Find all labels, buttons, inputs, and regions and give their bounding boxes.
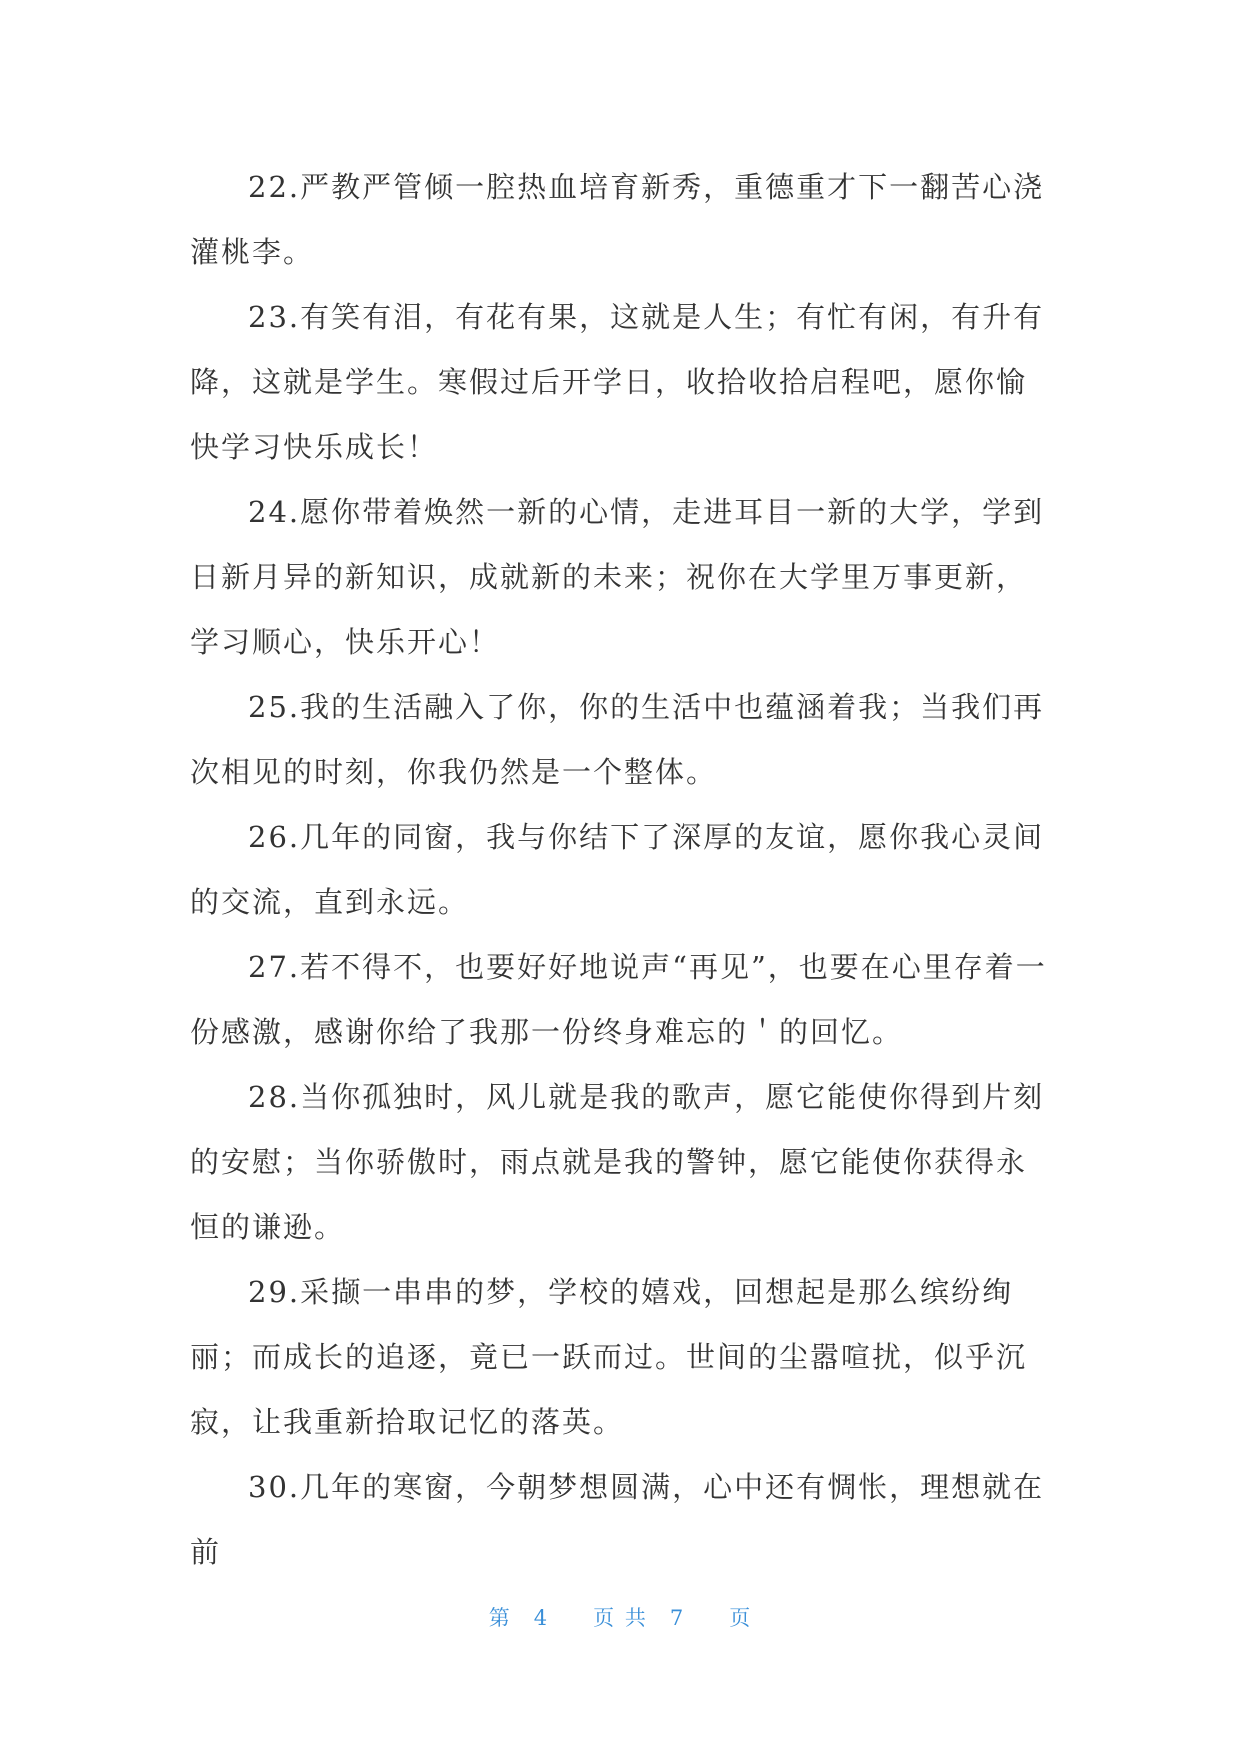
paragraph-25: 25.我的生活融入了你，你的生活中也蕴涵着我；当我们再次相见的时刻，你我仍然是一个整体。 xyxy=(190,690,1045,789)
footer-page-number: 4 xyxy=(533,1606,550,1630)
footer-ye: 页 xyxy=(729,1606,753,1630)
paragraph-22: 22.严教严管倾一腔热血培育新秀，重德重才下一翻苦心浇灌桃李。 xyxy=(190,170,1045,269)
footer-di: 第 xyxy=(488,1606,512,1630)
paragraph-23: 23.有笑有泪，有花有果，这就是人生；有忙有闲，有升有降，这就是学生。寒假过后开学日，收拾收拾启程吧，愿你愉快学习快乐成长！ xyxy=(190,300,1045,464)
paragraph-26: 26.几年的同窗，我与你结下了深厚的友谊，愿你我心灵间的交流，直到永远。 xyxy=(190,820,1045,919)
footer-ye-gong: 页 共 xyxy=(593,1606,648,1630)
paragraph-30: 30.几年的寒窗，今朝梦想圆满，心中还有惆怅，理想就在前 xyxy=(190,1470,1045,1569)
footer-total-pages: 7 xyxy=(669,1606,686,1630)
paragraph-24: 24.愿你带着焕然一新的心情，走进耳目一新的大学，学到日新月异的新知识，成就新的未来；祝你在大学里万事更新，学习顺心，快乐开心！ xyxy=(190,495,1045,659)
paragraph-28: 28.当你孤独时，风儿就是我的歌声，愿它能使你得到片刻的安慰；当你骄傲时，雨点就是我的警钟，愿它能使你获得永恒的谦逊。 xyxy=(190,1080,1045,1244)
paragraph-27: 27.若不得不，也要好好地说声“再见”，也要在心里存着一份感激，感谢你给了我那一份终身难忘的＇的回忆。 xyxy=(190,950,1047,1049)
page-footer xyxy=(0,1602,1241,1632)
paragraph-29: 29.采撷一串串的梦，学校的嬉戏，回想起是那么缤纷绚丽；而成长的追逐，竟已一跃而过。世间的尘嚣喧扰，似乎沉寂，让我重新拾取记忆的落英。 xyxy=(190,1275,1028,1439)
document-body xyxy=(190,155,1050,1585)
